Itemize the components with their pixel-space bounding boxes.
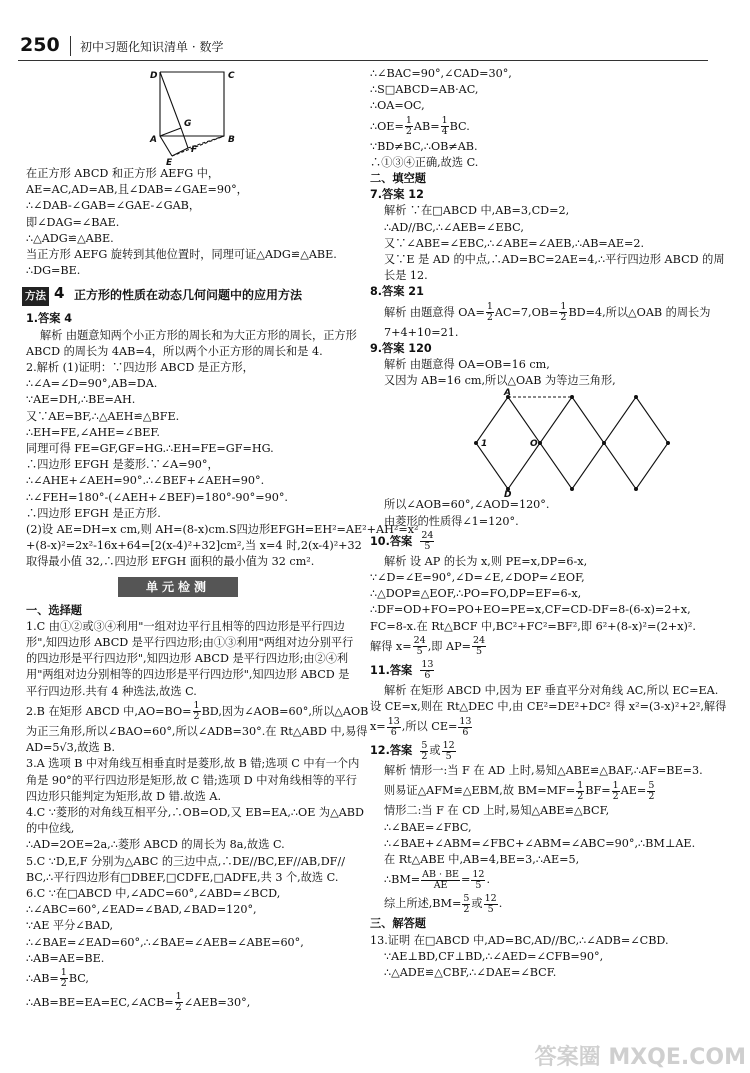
numerator: 1	[405, 115, 412, 127]
text-line: ∴∠BAC=90°,∠CAD=30°,	[370, 67, 512, 80]
denominator: 6	[462, 726, 469, 738]
text-line: 7.答案 12	[370, 188, 424, 202]
fraction	[420, 660, 434, 681]
fraction	[576, 781, 584, 802]
text-line: 4.C ∵菱形的对角线互相平分,∴OB=OD,又 EB=EA,∴OE 为△ABD	[26, 805, 364, 819]
denominator: 2	[560, 312, 567, 324]
text-line: 13.证明 在□ABCD 中,AD=BC,AD//BC,∴∠ADB=∠CBD.	[370, 933, 669, 947]
text-part: ,即 AP=	[427, 639, 471, 653]
text-line: 平行四边形.共有 4 种选法,故选 C.	[26, 684, 197, 698]
text-line	[26, 967, 356, 991]
text-line: 同理可得 FE=GF,GF=HG.∴EH=FE=GF=HG.	[26, 442, 274, 456]
text-line: ∴DG=BE.	[26, 264, 81, 278]
text-line: 5.C ∵D,E,F 分别为△ABC 的三边中点,∴DE//BC,EF//AB,DF//	[26, 854, 345, 868]
text-line: ∵∠D=∠E=90°,∠D=∠E,∠DOP=∠EOF,	[370, 571, 585, 585]
fraction	[647, 781, 655, 802]
numerator: AB · BE	[422, 868, 459, 880]
text-line: AD=5√3,故选 B.	[26, 741, 116, 755]
label-o: O	[530, 439, 538, 450]
unit-test-banner: 单元检测	[118, 577, 238, 597]
text-part: 或	[429, 744, 441, 758]
denominator: 2	[193, 711, 200, 723]
text-line: AE=AC,AD=AB,且∠DAB=∠GAE=90°，	[26, 183, 248, 197]
text-part: BF=	[585, 784, 611, 798]
denominator: 6	[424, 670, 431, 682]
text-line: 又∵AE=BF,∴△AEH≌△BFE.	[26, 409, 180, 423]
numerator: 24	[413, 635, 426, 647]
text-part: AE=	[620, 784, 647, 798]
header-divider	[70, 36, 71, 56]
numerator: 1	[577, 779, 584, 791]
text-part: 或	[471, 897, 483, 911]
text-line: ∴四边形 EFGH 是正方形.	[26, 506, 161, 520]
fraction	[559, 302, 567, 323]
text-line: 1.C 由①②或③④利用"一组对边平行且相等的四边形是平行四边	[26, 619, 345, 633]
text-line: +(8-x)²=2x²-16x+64=[2(x-4)²+32]cm²,当 x=4 时,2(x-4)²+32	[26, 539, 362, 553]
denominator: 2	[405, 126, 412, 138]
text-line: ABCD 的周长为 4AB=4，所以两个小正方形的周长和是 4.	[26, 344, 323, 358]
text-part: AC=7,OB=	[494, 305, 559, 319]
text-line: ∴BM= $\frac{AB \cdot BE}{AE}$ = $\frac{12}{5}$ .	[384, 868, 491, 891]
numerator: 1	[193, 700, 200, 712]
text-line: ∴△ADG≌△ABE.	[26, 231, 114, 245]
text-part: 2.B 在矩形 ABCD 中,AO=BO=	[26, 704, 192, 718]
label-1: 1	[481, 439, 488, 450]
text-line: ∴①③④正确,故选 C.	[370, 155, 479, 169]
denominator: 6	[390, 726, 397, 738]
text-line: ∴∠BAE=∠EAD=60°,∴∠BAE=∠AEB=∠ABE=60°,	[26, 935, 304, 949]
numerator: 12	[442, 739, 455, 751]
text-line: ∵AE=DH,∴BE=AH.	[26, 393, 136, 407]
text-line: 6.C ∵在□ABCD 中,∠ADC=60°,∠ABD=∠BCD,	[26, 886, 281, 900]
text-line: 1.答案 4	[26, 312, 73, 326]
fraction	[442, 741, 456, 762]
text-part: BD=4,所以△OAB 的周长为	[568, 305, 711, 319]
fraction	[175, 992, 183, 1013]
text-part: BD,因为∠AOB=60°,所以△AOB	[201, 704, 369, 718]
text-line: ∴∠BAE+∠ABM=∠FBC+∠ABM=∠ABC=90°,∴BM⊥AE.	[384, 836, 696, 850]
text-line: 解析 ∵在□ABCD 中,AB=3,CD=2,	[384, 204, 570, 218]
fraction	[421, 870, 460, 891]
text-line: ∴∠BAE=∠FBC,	[384, 820, 472, 834]
text-line: 用"两组对边分别相等的四边形是平行四边形",知四边形 ABCD 是	[26, 668, 350, 682]
fraction	[193, 701, 201, 722]
label-a: A	[150, 135, 157, 145]
denominator: 5	[487, 903, 494, 915]
fraction	[472, 636, 486, 657]
square-rotation-figure	[26, 66, 356, 166]
text-line: ∴∠DAB-∠GAB=∠GAE-∠GAB，	[26, 199, 201, 213]
label-c: C	[228, 71, 235, 81]
text-line: ∵BD≠BC,∴OB≠AB.	[370, 139, 478, 153]
denominator: 5	[476, 646, 483, 658]
text-part: ∴AB=BE=EA=EC,∠ACB=	[26, 995, 174, 1009]
text-line	[370, 659, 720, 683]
fraction	[458, 717, 472, 738]
numerator: 5	[421, 739, 428, 751]
text-part: BC.	[449, 119, 470, 133]
numerator: 24	[421, 530, 434, 542]
method-number: 4	[54, 284, 65, 303]
text-line: 在正方形 ABCD 和正方形 AEFG 中，	[26, 167, 220, 180]
section-heading: 三、解答题	[370, 917, 426, 931]
numerator: 5	[648, 779, 655, 791]
text-line: (2)设 AE=DH=x cm,则 AH=(8-x)cm.S四边形EFGH=EH²=AE²+AH²=x²	[26, 523, 419, 537]
denominator: 2	[421, 750, 428, 762]
text-part: x=	[370, 720, 386, 734]
text-line: ∴四边形 EFGH 是菱形.∵∠A=90°，	[26, 458, 219, 472]
text-part: 解析 由题意得 OA=	[384, 305, 485, 319]
numerator: 1	[60, 967, 67, 979]
numerator: 13	[387, 715, 400, 727]
fraction	[462, 894, 470, 915]
text-part: 则易证△AFM≌△EBM,故 BM=MF=	[384, 784, 576, 798]
denominator: 2	[175, 1002, 182, 1014]
answer-label: 12.答案	[370, 744, 413, 758]
label-b: B	[228, 135, 235, 145]
numerator: 1	[486, 301, 493, 313]
denominator: 2	[577, 790, 584, 802]
text-line: BC,∴平行四边形有□DBEF,□CDFE,□ADFE,共 3 个,故选 C.	[26, 870, 339, 884]
text-line	[26, 991, 356, 1015]
text-line: 解析 在矩形 ABCD 中,因为 EF 垂直平分对角线 AC,所以 EC=EA.	[384, 683, 719, 697]
text-part: ,所以 CE=	[401, 720, 458, 734]
numerator: 13	[421, 659, 434, 671]
text-line: 即∠DAG=∠BAE.	[26, 215, 120, 229]
answer-label: 11.答案	[370, 663, 413, 677]
text-line	[370, 115, 720, 139]
denominator: 2	[648, 790, 655, 802]
denominator: 2	[486, 312, 493, 324]
text-line: ∴AB=AE=BE.	[26, 951, 105, 965]
text-line: ∵AE⊥BD,CF⊥BD,∴∠AED=∠CFB=90°,	[384, 949, 604, 963]
text-part: ∴BM=	[384, 873, 421, 887]
method-tag: 方法	[22, 287, 49, 305]
text-line: ∴∠ABC=60°,∠EAD=∠BAD,∠BAD=120°,	[26, 903, 257, 917]
numerator: 1	[560, 301, 567, 313]
text-line: 长是 12.	[384, 269, 428, 283]
fraction	[486, 302, 494, 323]
text-line: 的四边形是平行四边形",知四边形 ABCD 是平行四边形;由②④利	[26, 652, 349, 666]
label-a: A	[504, 388, 511, 399]
text-line: 又因为 AB=16 cm,所以△OAB 为等边三角形,	[384, 374, 616, 388]
text-line: 解析 由题意知两个小正方形的周长和为大正方形的周长，正方形	[40, 328, 357, 342]
fraction	[420, 531, 434, 552]
text-line: 设 CE=x,则在 Rt△DEC 中,由 CE²=DE²+DC² 得 x²=(3-x)²+2²,解得	[370, 700, 727, 714]
text-line: 所以∠AOB=60°,∠AOD=120°.	[384, 498, 550, 512]
text-line: ∵AE 平分∠BAD,	[26, 919, 114, 933]
label-d: D	[150, 71, 158, 81]
text-line: 2.解析 (1)证明：∵四边形 ABCD 是正方形，	[26, 361, 254, 375]
fraction	[471, 870, 485, 891]
denominator: 5	[416, 646, 423, 658]
right-column	[370, 66, 727, 981]
numerator: 12	[484, 892, 497, 904]
denominator: 5	[475, 879, 482, 891]
label-g: G	[184, 119, 192, 129]
rhombus-chain-figure	[370, 388, 720, 501]
method-heading	[26, 285, 356, 307]
text-part: ∴AB=	[26, 971, 59, 985]
fraction	[612, 781, 620, 802]
page-number: 250	[20, 34, 60, 56]
numerator: 5	[463, 892, 470, 904]
text-line	[370, 301, 720, 325]
text-line	[370, 635, 720, 659]
denominator: 2	[463, 903, 470, 915]
text-line: 形",知四边形 ABCD 是平行四边形;由①③利用"两组对边分别平行	[26, 636, 354, 650]
numerator: 1	[441, 115, 448, 127]
text-line: FC=8-x.在 Rt△BCF 中,BC²+FC²=BF²,即 6²+(8-x)²=(2+x)².	[370, 619, 696, 633]
label-d: D	[504, 490, 512, 501]
denominator: 2	[60, 978, 67, 990]
numerator: 1	[175, 991, 182, 1003]
text-line: ∴AD=2OE=2a,∴菱形 ABCD 的周长为 8a,故选 C.	[26, 838, 285, 852]
denominator: 2	[612, 790, 619, 802]
text-line: ∴EH=FE,∠AHE=∠BEF.	[26, 425, 160, 439]
denominator: AE	[433, 879, 448, 891]
watermark: 答案圈 MXQE.COM	[534, 1045, 746, 1070]
text-part: ∴OE=	[370, 119, 404, 133]
text-line: 的中位线,	[26, 822, 75, 836]
text-line	[370, 779, 720, 803]
fraction	[60, 968, 68, 989]
fraction	[387, 717, 401, 738]
text-line: 为正三角形,所以∠BAO=60°,所以∠ADB=30°.在 Rt△ABD 中,易得	[26, 724, 368, 738]
numerator: 24	[473, 635, 486, 647]
text-part: AB=	[413, 119, 440, 133]
text-line: 四边形只能判定为矩形,故 D 错.故选 A.	[26, 789, 222, 803]
text-part: ∠AEB=30°,	[183, 995, 251, 1009]
numerator: 12	[472, 868, 485, 880]
text-part: BC,	[68, 971, 89, 985]
fraction	[441, 116, 449, 137]
text-line: 3.A 选项 B 中对角线互相垂直时是菱形,故 B 错;选项 C 中有一个内	[26, 757, 360, 771]
denominator: 4	[441, 126, 448, 138]
text-line: ∴∠AHE+∠AEH=90°.∴∠BEF+∠AEH=90°.	[26, 474, 265, 488]
text-line: ∴∠A=∠D=90°,AB=DA.	[26, 377, 158, 391]
fraction	[405, 116, 413, 137]
numerator: 1	[612, 779, 619, 791]
text-line: ∴△ADE≌△CBF,∴∠DAE=∠BCF.	[384, 965, 557, 979]
text-line	[370, 739, 720, 763]
label-f: F	[191, 145, 198, 155]
label-e: E	[166, 158, 173, 168]
text-part: 解得 x=	[370, 639, 412, 653]
text-line: 7+4+10=21.	[384, 325, 459, 339]
text-line	[26, 700, 369, 724]
text-part: 综上所述,BM=	[384, 897, 462, 911]
fraction	[420, 741, 428, 762]
denominator: 5	[424, 541, 431, 553]
text-line: 取得最小值 32,∴四边形 EFGH 面积的最小值为 32 cm².	[26, 555, 315, 569]
text-line: ∴S□ABCD=AB·AC,	[370, 83, 479, 97]
text-line: ∴AD//BC,∴∠AEB=∠EBC,	[384, 220, 524, 234]
fraction	[484, 894, 498, 915]
text-line: 在 Rt△ABE 中,AB=4,BE=3,∴AE=5,	[384, 853, 580, 867]
text-line: 综上所述,BM= $\frac{5}{2}$ 或 $\frac{12}{5}$ .	[384, 892, 503, 915]
text-line: 解析 情形一:当 F 在 AD 上时,易知△ABE≌△BAF,∴AF=BE=3.	[384, 764, 703, 778]
answer-label: 10.答案	[370, 534, 413, 548]
fraction	[413, 636, 427, 657]
text-line: 情形二:当 F 在 CD 上时,易知△ABE≌△BCF,	[384, 804, 610, 818]
book-title: 初中习题化知识清单 · 数学	[80, 40, 224, 54]
text-line: 角是 90°的平行四边形是矩形,故 C 错;选项 D 中对角线相等的平行	[26, 773, 357, 787]
text-line: 8.答案 21	[370, 285, 424, 299]
text-line: 解析 由题意得 OA=OB=16 cm,	[384, 358, 550, 372]
denominator: 5	[445, 750, 452, 762]
section-heading: 二、填空题	[370, 172, 426, 186]
method-title: 正方形的性质在动态几何问题中的应用方法	[74, 288, 303, 303]
page-header	[18, 30, 708, 61]
text-line: 解析 设 AP 的长为 x,则 PE=x,DP=6-x,	[384, 554, 588, 568]
section-heading: 一、选择题	[26, 603, 82, 617]
text-line	[370, 715, 720, 739]
text-line: ∴OA=OC,	[370, 99, 425, 113]
text-line: 当正方形 AEFG 旋转到其他位置时，同理可证△ADG≌△ABE.	[26, 248, 337, 262]
text-line: 9.答案 120	[370, 341, 432, 355]
text-line: ∴DF=OD+FO=PO+EO=PE=x,CF=CD-DF=8-(6-x)=2+x,	[370, 603, 691, 617]
text-line: 由菱形的性质得∠1=120°.	[384, 514, 519, 528]
text-line	[370, 530, 720, 554]
text-line: 又∵∠ABE=∠EBC,∴∠ABE=∠AEB,∴AB=AE=2.	[384, 236, 645, 250]
text-line: ∴∠FEH=180°-(∠AEH+∠BEF)=180°-90°=90°.	[26, 490, 288, 504]
text-line: 又∵E 是 AD 的中点,∴AD=BC=2AE=4,∴平行四边形 ABCD 的周	[384, 253, 725, 267]
numerator: 13	[459, 715, 472, 727]
text-line: ∴△DOP≌△EOF,∴PO=FO,DP=EF=6-x,	[370, 587, 582, 601]
